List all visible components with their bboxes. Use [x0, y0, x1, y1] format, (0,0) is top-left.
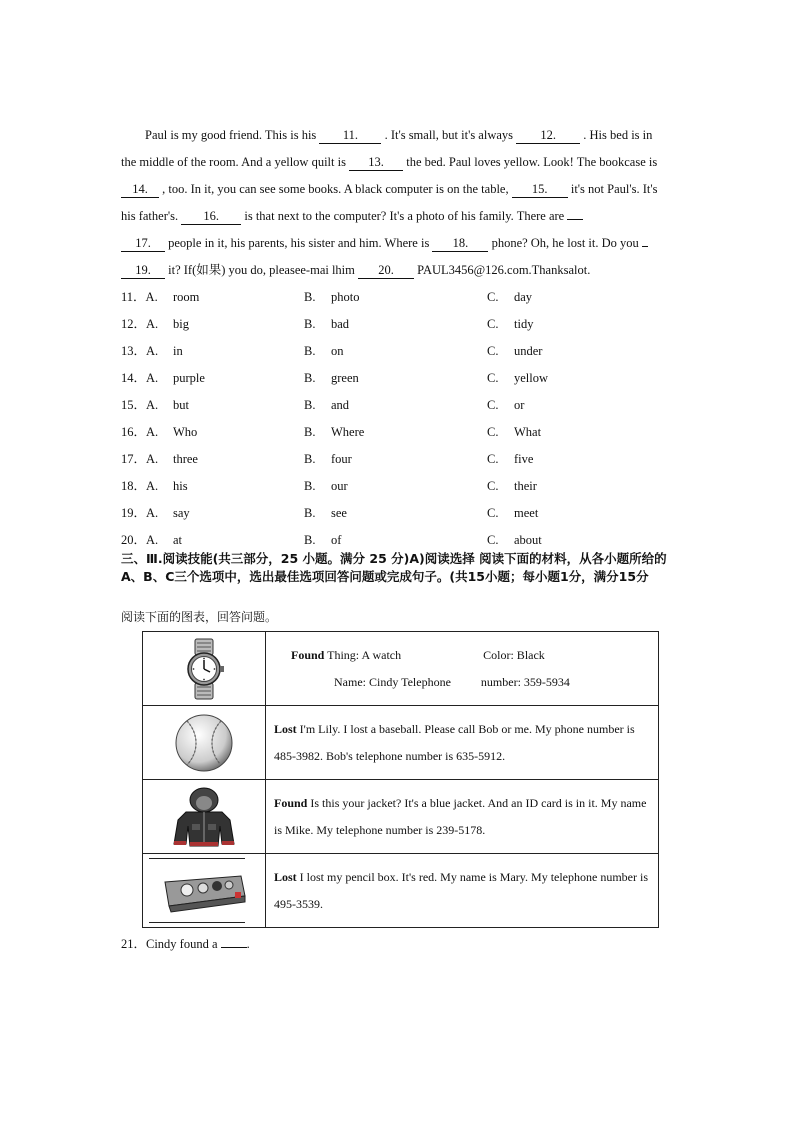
option-c-label: C.: [487, 506, 499, 520]
option-row: [121, 394, 681, 421]
option-c-label: C.: [487, 452, 499, 466]
option-c: five: [514, 452, 534, 466]
blank-11: 11.: [319, 128, 381, 144]
notice-row: [143, 632, 659, 706]
option-row: [121, 340, 681, 367]
question-number: 17．A.: [121, 452, 159, 466]
trailing-underline: [642, 246, 648, 247]
notice-tag: Found: [291, 647, 325, 662]
option-c-label: C.: [487, 398, 499, 412]
passage-text: the middle of the room. And a yellow quilt is: [121, 155, 346, 169]
passage-text: the bed. Paul loves yellow. Look! The bookcase is: [406, 155, 658, 169]
option-c: yellow: [514, 371, 549, 385]
blank-20: 20.: [358, 263, 414, 279]
option-c: about: [514, 533, 542, 547]
option-a: say: [173, 506, 190, 520]
pencil-box-icon: [159, 866, 249, 916]
passage-line-2: [121, 151, 676, 178]
question-number: 11．A.: [121, 290, 158, 304]
notice-line: [274, 642, 656, 669]
jacket-icon: [170, 786, 238, 848]
option-c-label: C.: [487, 533, 499, 547]
answer-blank: [221, 947, 247, 948]
blank-19: 19.: [121, 263, 165, 279]
passage-text: , too. In it, you can see some books. A black computer is on the table,: [162, 182, 509, 196]
notice-field: Color: Black: [483, 647, 545, 662]
option-b-label: B.: [304, 317, 316, 331]
option-a: three: [173, 452, 198, 466]
option-row: [121, 475, 681, 502]
option-c-label: C.: [487, 344, 499, 358]
blank-17: 17.: [121, 236, 165, 252]
question-number: 13．A.: [121, 344, 159, 358]
option-b-label: B.: [304, 425, 316, 439]
option-c: their: [514, 479, 537, 493]
notice-tag: Found: [274, 795, 308, 810]
divider-line: [149, 922, 245, 923]
passage-text: phone? Oh, he lost it. Do you: [491, 236, 639, 250]
passage-text: . His bed is in: [583, 128, 653, 142]
passage-text: people in it, his parents, his sister and him. Where is: [168, 236, 430, 250]
option-row: [121, 502, 681, 529]
passage-text: is that next to the computer? It's a photo of his family. There are: [244, 209, 565, 223]
passage-text: his father's.: [121, 209, 179, 223]
option-row: [121, 448, 681, 475]
option-b: of: [331, 533, 342, 547]
question-number: 12．A.: [121, 317, 159, 331]
notice-body: I'm Lily. I lost a baseball. Please call Bob or me. My phone number is 485-3982. Bob's telephone number is 635-5912.: [274, 721, 635, 763]
option-b: photo: [331, 290, 360, 304]
notice-picture: [143, 854, 266, 928]
option-c-label: C.: [487, 371, 499, 385]
notice-picture: [143, 632, 266, 706]
passage-text: it's not Paul's. It's: [570, 182, 658, 196]
baseball-icon: [173, 712, 235, 774]
option-b: on: [331, 344, 344, 358]
option-b-label: B.: [304, 290, 316, 304]
notice-row: [143, 780, 659, 854]
option-a: big: [173, 317, 189, 331]
option-b-label: B.: [304, 371, 316, 385]
blank-15: 15.: [512, 182, 568, 198]
section-heading: 三、Ⅲ.阅读技能(共三部分，25 小题。满分 25 分)A)阅读选择 阅读下面的材料，从各小题所给的A、B、C三个选项中，选出最佳选项回答问题或完成句子。(共15小题；每小题1分，满分15分: [121, 551, 667, 584]
trailing-underline: [567, 219, 583, 220]
notice-field: Name: Cindy Telephone: [334, 674, 451, 689]
question-end: .: [246, 937, 250, 951]
option-b-label: B.: [304, 398, 316, 412]
option-a: in: [173, 344, 183, 358]
option-c-label: C.: [487, 479, 499, 493]
option-b: bad: [331, 317, 350, 331]
passage-line-3: [121, 178, 676, 205]
notice-field: Thing: A watch: [324, 647, 402, 662]
passage-line-4: [121, 205, 676, 232]
option-a: Who: [173, 425, 198, 439]
notice-text: [266, 632, 659, 706]
option-c-label: C.: [487, 290, 499, 304]
option-b: four: [331, 452, 352, 466]
lost-found-table: [142, 631, 659, 928]
answer-options: [121, 286, 681, 556]
option-b-label: B.: [304, 479, 316, 493]
option-row: [121, 367, 681, 394]
blank-18: 18.: [432, 236, 488, 252]
question-number: 16．A.: [121, 425, 159, 439]
question-number: 15．A.: [121, 398, 159, 412]
watch-icon: [181, 638, 227, 700]
notice-field: number: 359-5934: [480, 674, 570, 689]
option-c-label: C.: [487, 317, 499, 331]
option-c: under: [514, 344, 543, 358]
option-b-label: B.: [304, 506, 316, 520]
notice-row: [143, 854, 659, 928]
option-c-label: C.: [487, 425, 499, 439]
notice-body: Is this your jacket? It's a blue jacket. And an ID card is in it. My name is Mike. My telephone number is 239-5178.: [274, 795, 647, 837]
option-b-label: B.: [304, 533, 316, 547]
passage-text: If(如果) you do, pleasee-mai lhim: [183, 263, 355, 277]
question-number: 18．A.: [121, 479, 159, 493]
notice-row: [143, 706, 659, 780]
option-a: but: [173, 398, 189, 412]
notice-text: [266, 854, 659, 928]
notice-picture: [143, 780, 266, 854]
notice-picture: [143, 706, 266, 780]
blank-12: 12.: [516, 128, 580, 144]
passage-text: PAUL3456@126.com.Thanksalot.: [417, 263, 591, 277]
option-b: see: [331, 506, 347, 520]
section-instruction: 阅读下面的图表，回答问题。: [121, 610, 278, 624]
question-number: 14．A.: [121, 371, 159, 385]
option-a: at: [173, 533, 183, 547]
notice-body: I lost my pencil box. It's red. My name is Mary. My telephone number is 495-3539.: [274, 869, 648, 911]
blank-13: 13.: [349, 155, 403, 171]
passage-text: Paul is my good friend. This is his: [145, 128, 317, 142]
question-number: 19．A.: [121, 506, 159, 520]
notice-text: [266, 780, 659, 854]
option-a: room: [173, 290, 200, 304]
option-b: our: [331, 479, 348, 493]
cloze-passage: [121, 124, 676, 286]
divider-line: [149, 858, 245, 859]
option-b: and: [331, 398, 350, 412]
option-row: [121, 421, 681, 448]
option-c: day: [514, 290, 533, 304]
option-a: purple: [173, 371, 205, 385]
option-b-label: B.: [304, 344, 316, 358]
option-b: green: [331, 371, 359, 385]
option-b: Where: [331, 425, 365, 439]
passage-line-5: [121, 232, 676, 259]
blank-16: 16.: [181, 209, 241, 225]
option-c: What: [514, 425, 542, 439]
passage-line-6: [121, 259, 676, 286]
question-number: 20．A.: [121, 533, 159, 547]
notice-tag: Lost: [274, 721, 297, 736]
option-c: tidy: [514, 317, 534, 331]
option-c: meet: [514, 506, 539, 520]
passage-text: it?: [168, 263, 181, 277]
notice-text: [266, 706, 659, 780]
notice-tag: Lost: [274, 869, 297, 884]
notice-line: [274, 669, 656, 696]
blank-14: 14.: [121, 182, 159, 198]
option-row: [121, 313, 681, 340]
passage-line-1: [121, 124, 676, 151]
option-row: [121, 286, 681, 313]
passage-text: . It's small, but it's always: [384, 128, 514, 142]
option-b-label: B.: [304, 452, 316, 466]
question-21: [121, 934, 250, 954]
option-a: his: [173, 479, 188, 493]
option-c: or: [514, 398, 525, 412]
question-text: 21．Cindy found a: [121, 937, 218, 951]
